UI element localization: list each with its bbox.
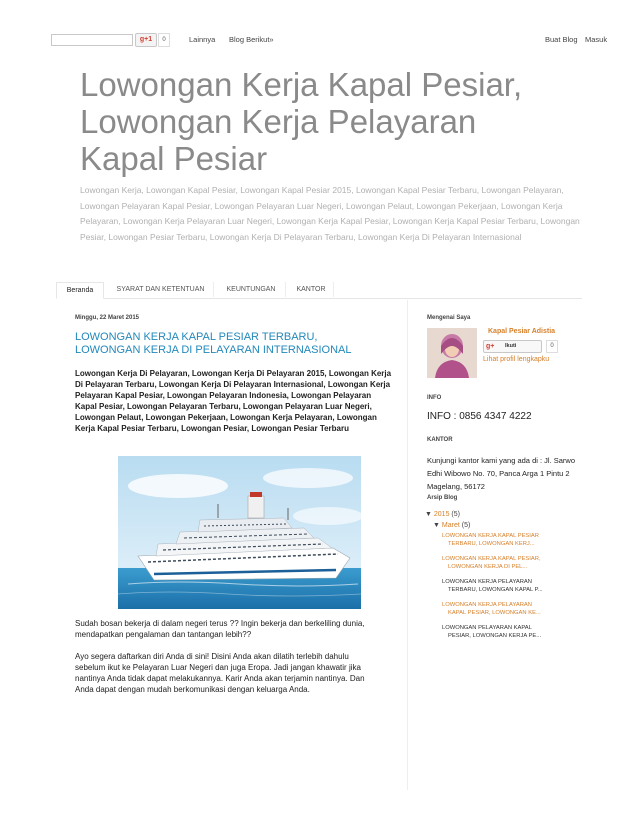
collapse-arrow-icon[interactable]: ▼ xyxy=(425,511,432,518)
follow-count: 0 xyxy=(546,340,558,353)
more-link[interactable]: Lainnya xyxy=(189,35,216,44)
create-blog-link[interactable]: Buat Blog xyxy=(545,35,578,44)
info-phone: INFO : 0856 4347 4222 xyxy=(427,411,532,422)
follow-button[interactable] xyxy=(483,340,542,353)
blog-description: Lowongan Kerja, Lowongan Kapal Pesiar, Lowongan Kapal Pesiar 2015, Lowongan Kapal Pesiar Terbaru, Lowongan Pelayaran, Lowongan Pelayaran Kapal Pesiar, Lowongan Pelayaran Luar Negeri, Lowongan Pelaut, Lowongan Pekerjaan, Lowongan Kerja Pelayaran, Lowongan Kerja Pelayaran Luar Negeri, Lowongan Kerja Kapal Pesiar, Lowongan Kerja Kapal Pesiar Terbaru, Lowongan Pesiar, Lowongan Pesiar Terbaru, Lowongan Kerja Di Pelayaran Terbaru, Lowongan Kerja Di Pelayaran Internasional xyxy=(80,185,580,242)
post-keywords: Lowongan Kerja Di Pelayaran, Lowongan Kerja Di Pelayaran 2015, Lowongan Kerja Di Pelayaran Terbaru, Lowongan Kerja Di Pelayaran Internasional, Lowongan Kerja Pelayaran Kapal Pesiar, Lowongan Pelayaran Indonesia, Lowongan Pelayaran Kapal Pesiar, Lowongan Pelayaran Terbaru, Lowongan Pelayaran Luar Negeri, Lowongan Pelaut, Lowongan Pekerjaan, Lowongan Kerja Pelayaran, Lowongan Kerja Kapal Pesiar Terbaru, Lowongan Pesiar, Lowongan Pesiar Terbaru xyxy=(75,369,392,433)
archive-year-link[interactable]: 2015 xyxy=(433,511,450,518)
collapse-arrow-icon[interactable]: ▼ xyxy=(433,522,440,529)
about-widget-title: Mengenai Saya xyxy=(427,315,471,321)
tab-syarat[interactable]: SYARAT DAN KETENTUAN xyxy=(108,282,214,297)
column-divider xyxy=(407,300,408,790)
post-date: Minggu, 22 Maret 2015 xyxy=(75,315,140,321)
archive-post-link[interactable]: LOWONGAN KERJA PELAYARAN TERBARU, LOWONGAN KAPAL P... xyxy=(442,579,543,593)
post-title[interactable]: LOWONGAN KERJA KAPAL PESIAR TERBARU, LOWONGAN KERJA DI PELAYARAN INTERNASIONAL xyxy=(75,331,352,356)
archive-post-link[interactable]: LOWONGAN KERJA PELAYARAN KAPAL PESIAR, LOWONGAN KE... xyxy=(442,602,541,616)
next-blog-link[interactable]: Blog Berikut» xyxy=(229,35,274,44)
info-widget-title: INFO xyxy=(427,395,442,401)
follow-label: Ikuti xyxy=(505,343,517,349)
archive-post-link[interactable]: LOWONGAN KERJA KAPAL PESIAR, LOWONGAN KERJA DI PEL... xyxy=(442,556,541,570)
gplus-icon: g+ xyxy=(486,343,495,350)
profile-avatar[interactable] xyxy=(427,328,477,378)
page-tabs xyxy=(56,282,582,299)
post-paragraph: Sudah bosan bekerja di dalam negeri terus ?? Ingin bekerja dan berkeliling dunia, mendapatkan pengalaman dan tantangan lebih?? xyxy=(75,619,365,639)
tab-kantor[interactable]: KANTOR xyxy=(289,282,334,297)
archive-post-link[interactable]: LOWONGAN KERJA KAPAL PESIAR TERBARU, LOWONGAN KERJ... xyxy=(442,533,539,547)
profile-name[interactable]: Kapal Pesiar Adistia xyxy=(488,328,556,335)
archive-month-link[interactable]: Maret xyxy=(441,522,460,529)
view-profile-link[interactable]: Lihat profil lengkapku xyxy=(483,356,550,363)
post-paragraph: Ayo segera daftarkan diri Anda di sini! Disini Anda akan dilatih terlebih dahulu sebelum ikut ke Pelayaran Luar Negeri dan juga Eropa. Jadi jangan khawatir jika nantinya Anda tidak dapat melakukannya. Karir Anda akan terjamin nantinya. Dan Anda dapat dengan mudah berkomunikasi dengan keluarga Anda. xyxy=(75,652,365,694)
archive-month-count: (5) xyxy=(461,522,471,529)
sign-in-link[interactable]: Masuk xyxy=(585,35,608,44)
tab-beranda[interactable]: Beranda xyxy=(56,282,104,299)
archive-year-count: (5) xyxy=(451,511,460,518)
archive-widget-title: Arsip Blog xyxy=(427,495,458,501)
tab-keuntungan[interactable]: KEUNTUNGAN xyxy=(217,282,286,297)
kantor-widget-title: KANTOR xyxy=(427,437,453,443)
navbar-search-input[interactable] xyxy=(51,34,133,46)
post-body xyxy=(75,618,380,706)
archive-post-list xyxy=(442,532,567,647)
cruise-ship-image[interactable] xyxy=(118,456,361,609)
gplus-count: 0 xyxy=(158,33,170,47)
archive-post-link[interactable]: LOWONGAN PELAYARAN KAPAL PESIAR, LOWONGAN KERJA PE... xyxy=(442,625,542,639)
archive-year-row xyxy=(425,511,460,518)
blog-title[interactable]: Lowongan Kerja Kapal Pesiar, Lowongan Kerja Pelayaran Kapal Pesiar xyxy=(80,66,523,177)
archive-month-row xyxy=(433,522,470,529)
kantor-address: Kunjungi kantor kami yang ada di : Jl. Sarwo Edhi Wibowo No. 70, Panca Arga 1 Pintu 2 Magelang, 56172 xyxy=(427,456,575,491)
gplus-one-button[interactable]: g+1 xyxy=(135,33,157,47)
